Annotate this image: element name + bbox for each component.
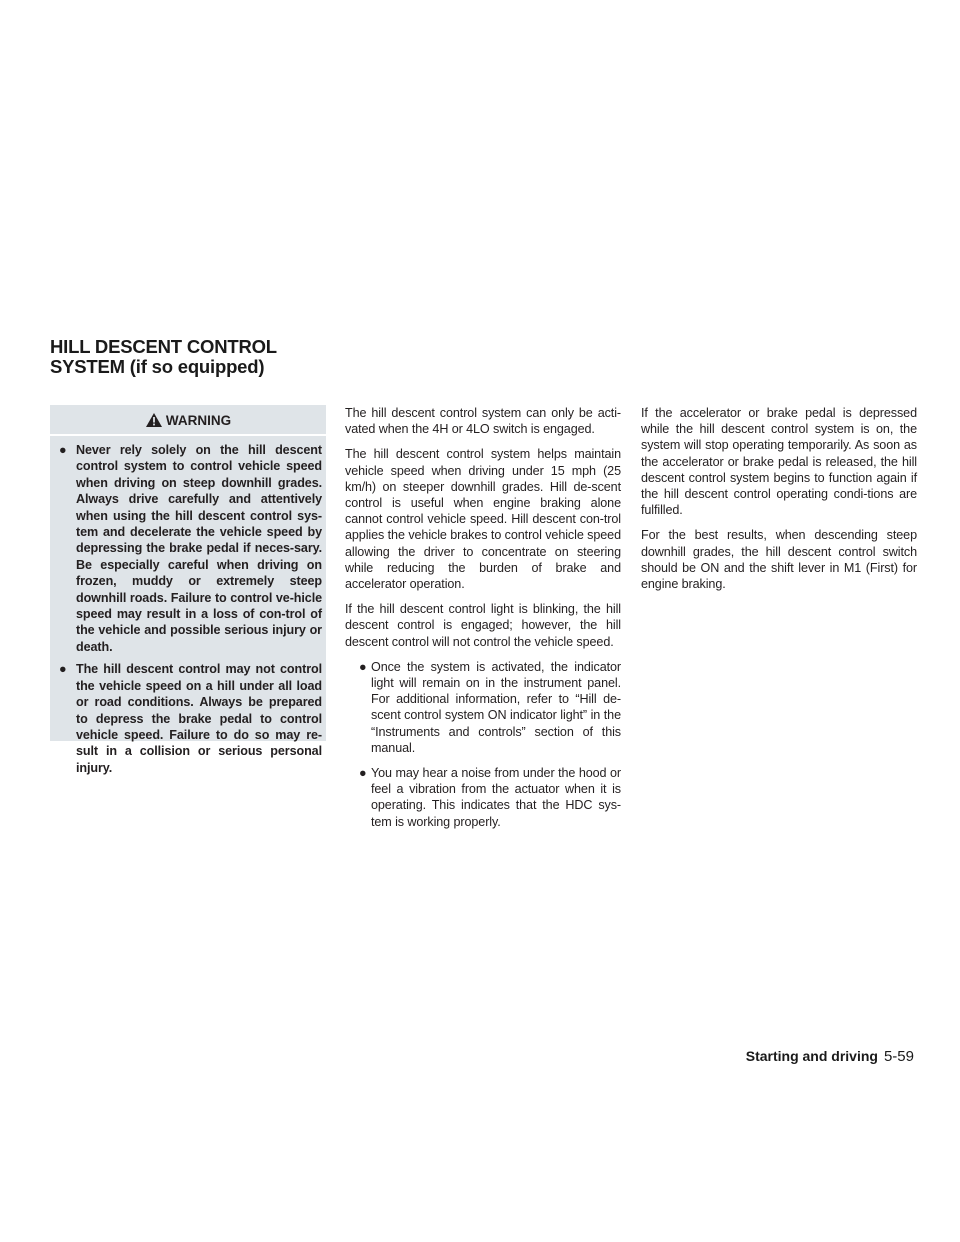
text-column-2 [345, 405, 621, 839]
page-number: 5-59 [883, 1048, 914, 1065]
warning-box [50, 405, 326, 775]
list-item-text: Once the system is activated, the indicator light will remain on in the instrument panel. For additional information, refer to “Hill de-scent control system ON indicator light” in the “Instruments and controls” section of this manual. [371, 659, 621, 755]
section-heading: HILL DESCENT CONTROL SYSTEM (if so equipped) [50, 336, 277, 377]
text-column-3 [641, 405, 917, 601]
bullet-icon: ● [359, 766, 367, 781]
list-item-text: You may hear a noise from under the hood or feel a vibration from the actuator when it is operating. This indicates that the HDC sys-tem is working properly. [371, 766, 621, 829]
warning-item-text: Never rely solely on the hill descent control system to control vehicle speed when driving on steep downhill grades. Always drive carefully and attentively when using the hill descent control sys-tem and decelerate the vehicle speed by depressing the brake pedal if neces-sary. Be especially careful when driving on frozen, muddy or extremely steep downhill roads. Failure to control ve-hicle speed may result in a loss of con-trol of the vehicle and possible serious injury or death. [76, 443, 322, 654]
paragraph: The hill descent control system helps maintain vehicle speed when driving under 15 mph (25 km/h) on steeper downhill grades. Hill de-scent control is useful when engine braking alone cannot control vehicle speed. Hill descent con-trol applies the vehicle brakes to control vehicle speed allowing the driver to concentrate on steering while reducing the burden of brake and accelerator operation. [345, 447, 621, 592]
footer-section-title: Starting and driving [745, 1048, 878, 1064]
warning-item [50, 661, 326, 776]
paragraph: For the best results, when descending steep downhill grades, the hill descent control switch should be ON and the shift lever in M1 (First) for engine braking. [641, 528, 917, 592]
paragraph: The hill descent control system can only be acti-vated when the 4H or 4LO switch is engaged. [345, 406, 621, 437]
warning-item [50, 442, 326, 655]
warning-header [50, 406, 326, 434]
warning-item-text: The hill descent control may not control the vehicle speed on a hill under all load or road conditions. Always be prepared to depress the brake pedal to control vehicle speed. Failure to do so may re-sult in a collision or serious personal injury. [76, 662, 322, 775]
list-item [345, 659, 621, 756]
bullet-icon: ● [59, 443, 67, 457]
page-footer [690, 1048, 914, 1065]
paragraph: If the accelerator or brake pedal is depressed while the hill descent control system is on, the system will stop operating temporarily. As soon as the accelerator or brake pedal is released, the hill descent control system begins to function again if the hill descent control operating condi-tions are fulfilled. [641, 406, 917, 518]
bullet-icon: ● [359, 659, 367, 674]
warning-triangle-icon [145, 412, 163, 428]
warning-title: WARNING [165, 412, 232, 428]
list-item [345, 765, 621, 830]
bullet-icon: ● [59, 662, 67, 677]
warning-divider [50, 434, 326, 436]
paragraph: If the hill descent control light is blinking, the hill descent control is engaged; however, the hill descent control will not control the vehicle speed. [345, 602, 621, 649]
